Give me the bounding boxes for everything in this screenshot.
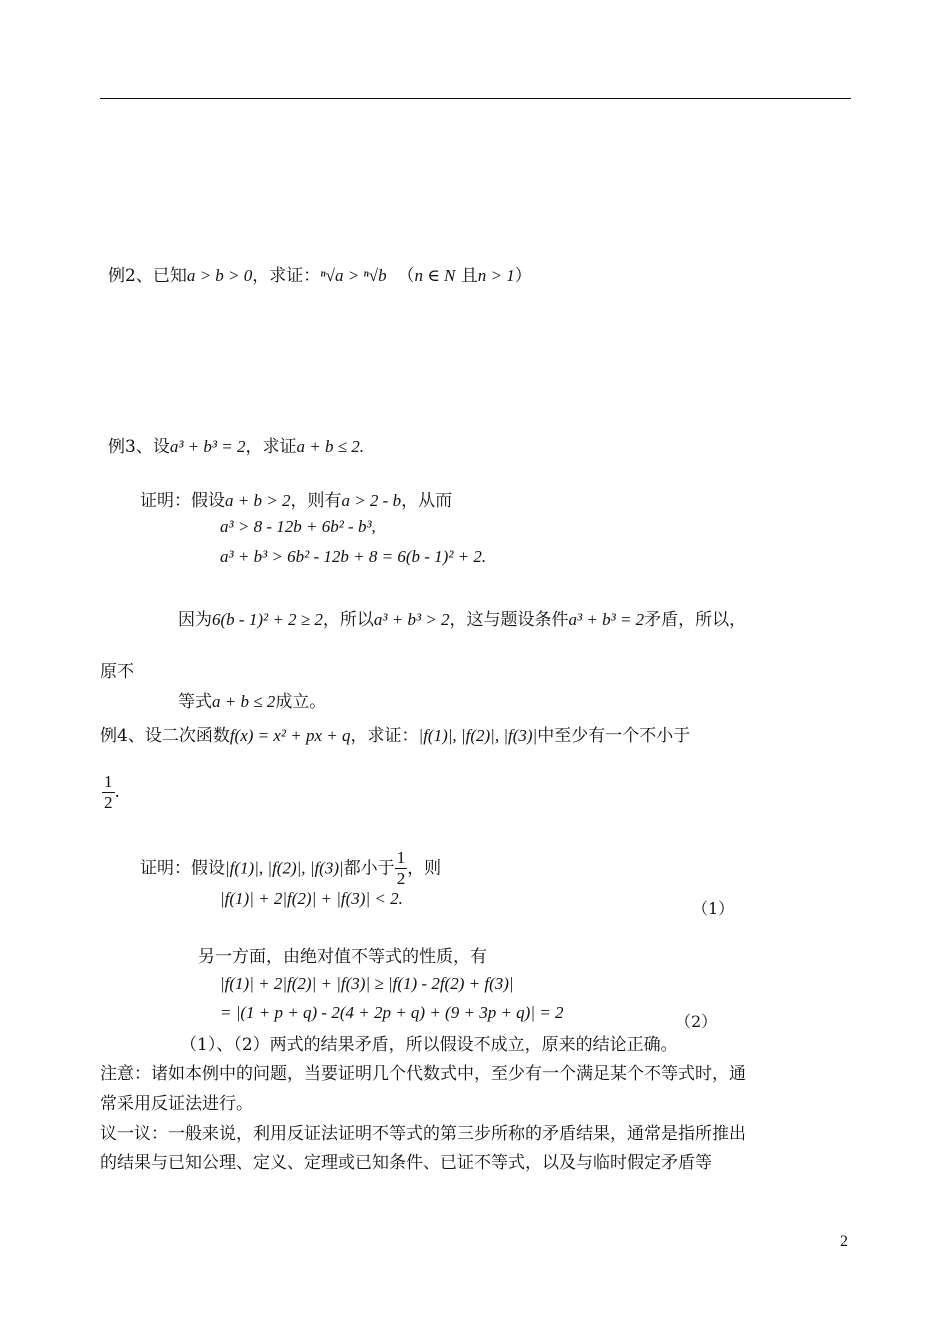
proof-4-line-1 bbox=[140, 848, 441, 889]
fraction-numerator: 1 bbox=[104, 772, 113, 791]
example-2-and: 且 bbox=[460, 266, 478, 286]
fraction-denominator: 2 bbox=[104, 793, 113, 812]
header-rule bbox=[100, 98, 851, 99]
proof-4-fraction bbox=[395, 848, 408, 889]
proof-4-equation-3: = |(1 + p + q) - 2(4 + 2p + q) + (9 + 3p + q)| = 2 bbox=[220, 1003, 564, 1022]
proof-3-math-1: a + b > 2 bbox=[225, 491, 291, 510]
example-4-label: 例4、设二次函数 bbox=[100, 726, 230, 746]
example-4-sep: ，求证： bbox=[350, 726, 419, 746]
proof-3-math-6: a + b ≤ 2 bbox=[212, 692, 276, 711]
fraction-one-half bbox=[102, 772, 115, 813]
example-2-label: 例2、已知 bbox=[108, 266, 187, 286]
proof-4-frac-den: 2 bbox=[396, 869, 406, 888]
example-4-set: |f(1)|, |f(2)|, |f(3)| bbox=[418, 726, 538, 745]
discussion-line-2: 的结果与已知公理、定义、定理或已知条件、已证不等式，以及与临时假定矛盾等 bbox=[100, 1153, 712, 1173]
proof-4-suppose: 证明：假设 bbox=[140, 858, 225, 879]
example-2-paren-close: ） bbox=[514, 266, 532, 286]
proof-3-equation-2: a³ + b³ > 6b² - 12b + 8 = 6(b - 1)² + 2. bbox=[220, 547, 487, 566]
proof-4-set: |f(1)|, |f(2)|, |f(3)| bbox=[225, 858, 344, 878]
proof-3-math-3: 6(b - 1)² + 2 ≥ 2 bbox=[212, 610, 323, 629]
proof-3-contradicts: ，这与题设条件 bbox=[449, 610, 569, 630]
proof-4-frac-num: 1 bbox=[396, 848, 406, 867]
proof-3-text-c: ，从而 bbox=[401, 491, 453, 511]
example-4-line bbox=[100, 725, 690, 747]
proof-3-line-6 bbox=[178, 691, 326, 713]
proof-4-then: ，则 bbox=[407, 858, 442, 879]
proof-3-inequality-word: 等式 bbox=[178, 692, 212, 712]
equation-number-2: （2） bbox=[675, 1012, 718, 1031]
example-2-cond3: n > 1 bbox=[477, 266, 515, 285]
proof-3-so-2: 矛盾，所以， bbox=[644, 610, 747, 630]
proof-4-equation-2: |f(1)| + 2|f(2)| + |f(3)| ≥ |f(1) - 2f(2) + f(3)| bbox=[220, 974, 514, 993]
proof-3-equation-1: a³ > 8 - 12b + 6b² - b³, bbox=[220, 517, 376, 536]
example-4-fraction bbox=[102, 772, 120, 813]
proof-3-because: 因为 bbox=[178, 610, 212, 630]
proof-4-conclusion: （1）、（2）两式的结果矛盾，所以假设不成立，原来的结论正确。 bbox=[180, 1035, 678, 1055]
proof-3-so: ，所以 bbox=[322, 610, 374, 630]
proof-4-equation-1: |f(1)| + 2|f(2)| + |f(3)| < 2. bbox=[220, 889, 403, 908]
proof-3-text-a: 证明：假设 bbox=[140, 491, 225, 511]
example-3-condition: a³ + b³ = 2 bbox=[169, 437, 246, 456]
example-2-line bbox=[108, 265, 532, 287]
proof-4-less-than: 都小于 bbox=[343, 858, 395, 879]
example-3-claim: a + b ≤ 2. bbox=[296, 437, 365, 456]
example-4-function: f(x) = x² + px + q bbox=[229, 726, 351, 745]
example-2-claim: ⁿ√a > ⁿ√b bbox=[320, 266, 387, 285]
example-2-cond2: n ∈ N bbox=[414, 266, 456, 285]
example-2-condition: a > b > 0 bbox=[186, 266, 253, 285]
proof-3-line-5: 原不 bbox=[100, 662, 134, 682]
example-3-label: 例3、设 bbox=[108, 437, 170, 457]
page-number: 2 bbox=[840, 1233, 848, 1250]
proof-3-line-4 bbox=[178, 609, 746, 631]
discussion-line-1: 议一议：一般来说，利用反证法证明不等式的第三步所称的矛盾结果，通常是指所推出 bbox=[100, 1124, 746, 1144]
example-4-period: . bbox=[114, 782, 120, 802]
example-3-line bbox=[108, 436, 364, 458]
proof-3-holds: 成立。 bbox=[275, 692, 327, 712]
proof-3-line-1 bbox=[140, 490, 452, 512]
note-line-2: 常采用反证法进行。 bbox=[100, 1094, 253, 1114]
example-2-paren-open: （ bbox=[397, 266, 415, 286]
proof-3-math-4: a³ + b³ > 2 bbox=[373, 610, 450, 629]
proof-3-math-5: a³ + b³ = 2 bbox=[568, 610, 645, 629]
equation-number-1: （1） bbox=[692, 899, 735, 918]
proof-3-math-2: a > 2 - b bbox=[341, 491, 402, 510]
example-4-tail: 中至少有一个不小于 bbox=[537, 726, 691, 746]
note-line-1: 注意：诸如本例中的问题，当要证明几个代数式中，至少有一个满足某个不等式时，通 bbox=[100, 1064, 746, 1084]
proof-3-text-b: ，则有 bbox=[290, 491, 342, 511]
example-3-sep: ，求证 bbox=[245, 437, 297, 457]
example-2-sep: ，求证： bbox=[252, 266, 321, 286]
proof-4-line-3: 另一方面，由绝对值不等式的性质，有 bbox=[198, 947, 487, 967]
